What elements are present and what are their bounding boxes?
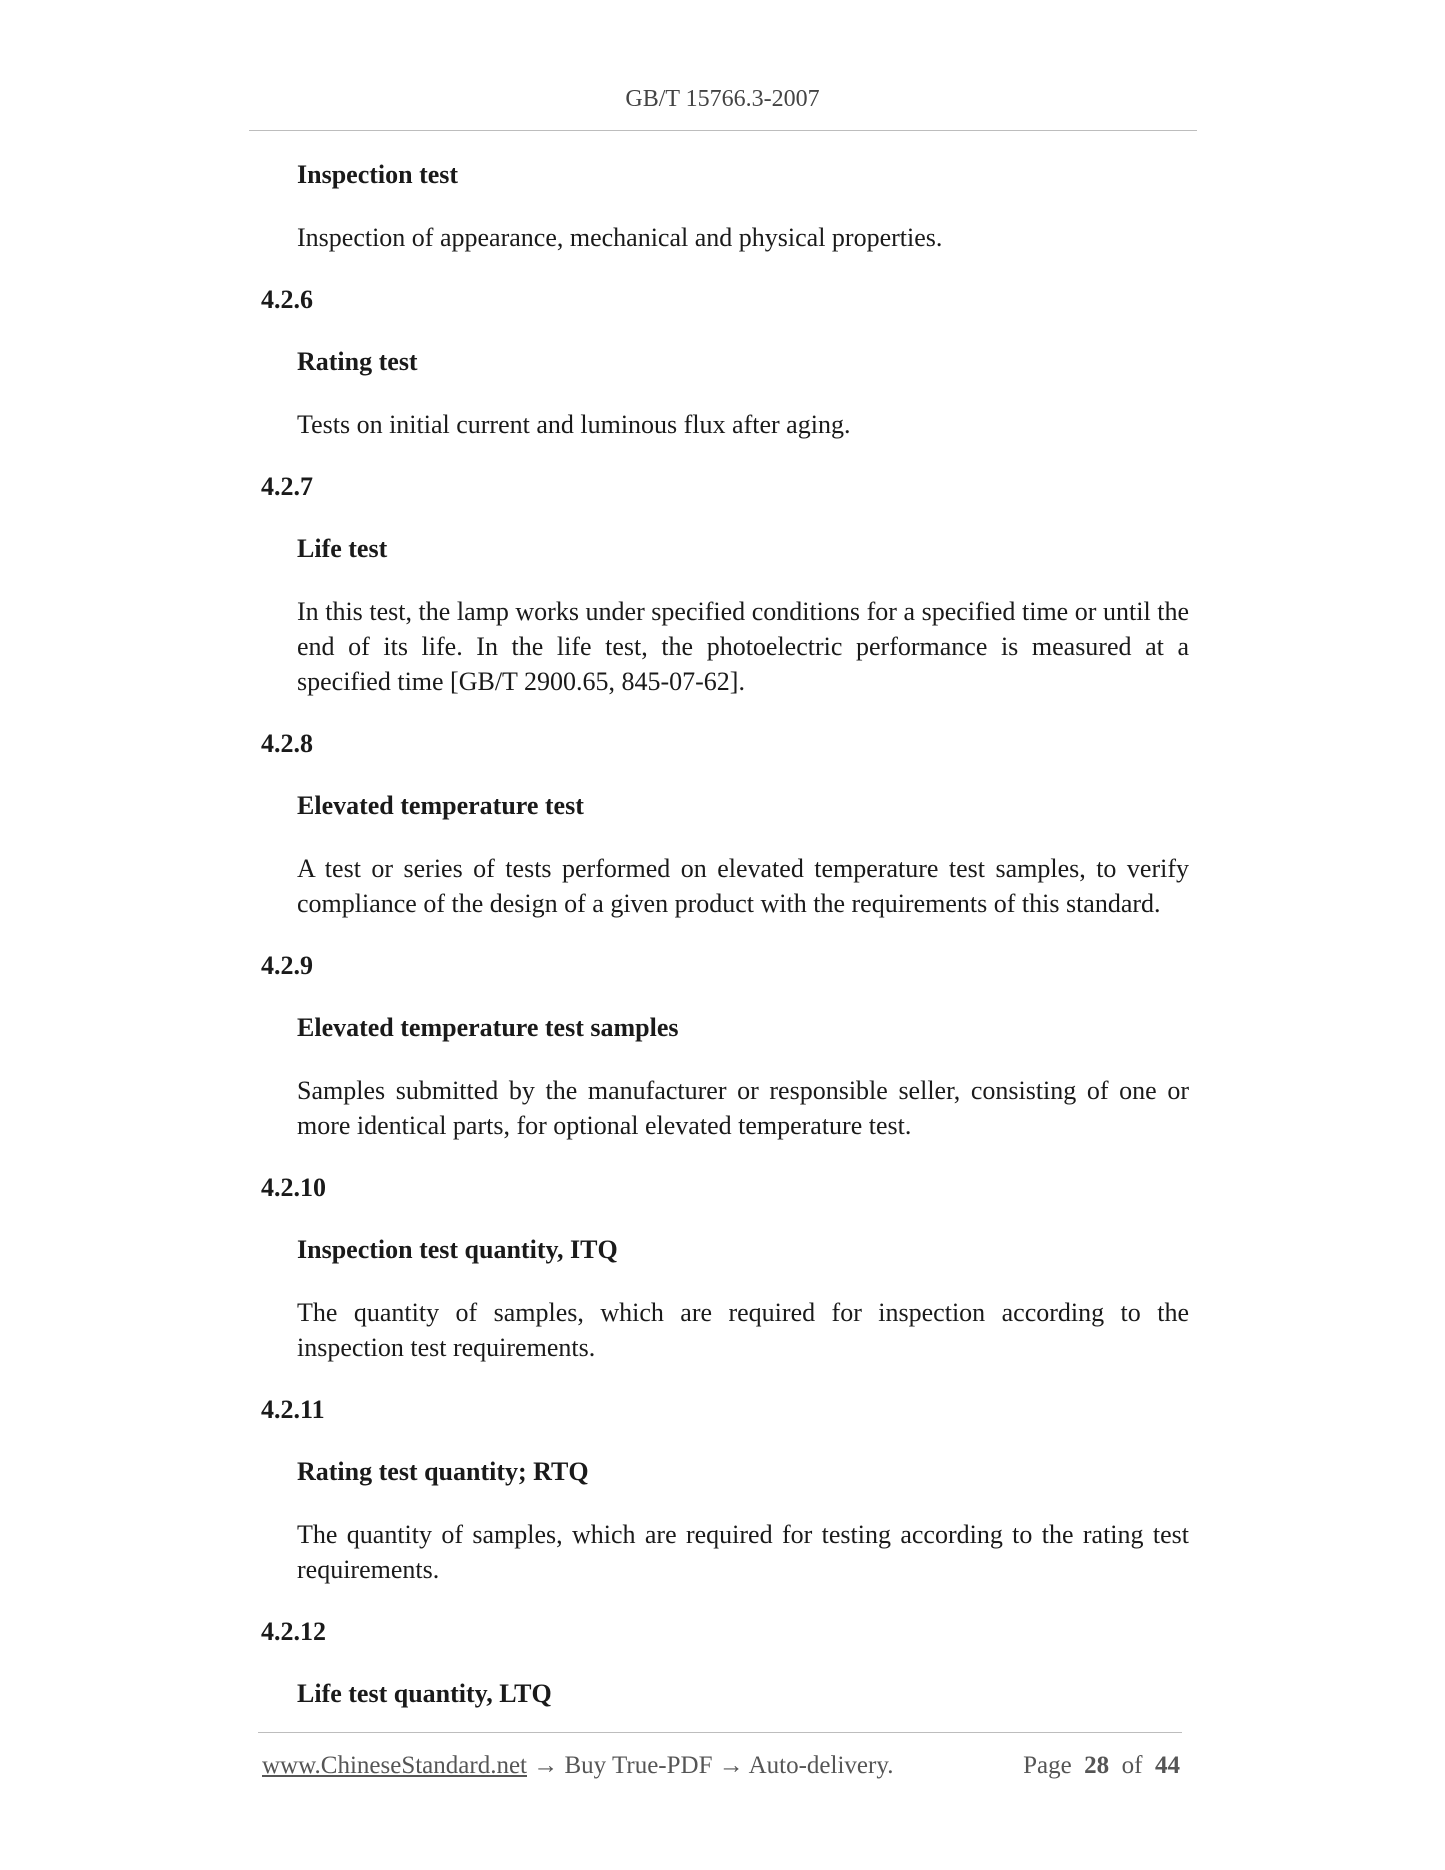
- footer-step-buy: Buy True-PDF: [564, 1752, 713, 1779]
- term-definition: Samples submitted by the manufacturer or responsible seller, consisting of one or more identical parts, for optional elevated temperature test.: [297, 1076, 1189, 1140]
- footer-promo: [262, 1752, 893, 1780]
- term-title: Elevated temperature test samples: [297, 1013, 679, 1042]
- arrow-right-icon: →: [718, 1752, 744, 1779]
- term-title: Elevated temperature test: [297, 791, 584, 820]
- clause-number: 4.2.7: [261, 472, 313, 501]
- website-link[interactable]: www.ChineseStandard.net: [262, 1752, 527, 1779]
- page-indicator: [1023, 1752, 1180, 1780]
- term-title: Inspection test quantity, ITQ: [297, 1235, 618, 1264]
- clause-number: 4.2.10: [261, 1173, 326, 1202]
- page-footer: [262, 1752, 1180, 1786]
- page-label: Page: [1023, 1752, 1072, 1779]
- term-title: Life test: [297, 534, 388, 563]
- term-title: Life test quantity, LTQ: [297, 1679, 552, 1708]
- term-definition: The quantity of samples, which are required for inspection according to the inspection test requirements.: [297, 1298, 1189, 1362]
- clause-number: 4.2.12: [261, 1617, 326, 1646]
- page-current: 28: [1084, 1752, 1110, 1779]
- footer-divider: [258, 1732, 1182, 1733]
- header-divider: [249, 130, 1197, 131]
- clause-number: 4.2.11: [261, 1395, 325, 1424]
- term-definition: The quantity of samples, which are required for testing according to the rating test requirements.: [297, 1520, 1189, 1584]
- term-title: Rating test quantity; RTQ: [297, 1457, 589, 1486]
- term-definition: Inspection of appearance, mechanical and physical properties.: [297, 223, 943, 252]
- page-header-doc-id: GB/T 15766.3-2007: [625, 86, 820, 112]
- term-title: Inspection test: [297, 160, 459, 189]
- term-title: Rating test: [297, 347, 418, 376]
- of-label: of: [1121, 1752, 1143, 1779]
- clause-number: 4.2.9: [261, 951, 313, 980]
- term-definition: In this test, the lamp works under specified conditions for a specified time or until the end of its life. In the life test, the photoelectric performance is measured at a specified time [GB/T 2900.65, 845-07-62].: [297, 597, 1189, 696]
- term-definition: A test or series of tests performed on elevated temperature test samples, to verify compliance of the design of a given product with the requirements of this standard.: [297, 854, 1189, 918]
- document-body: [261, 158, 1189, 1739]
- clause-number: 4.2.8: [261, 729, 313, 758]
- term-definition: Tests on initial current and luminous flux after aging.: [297, 410, 851, 439]
- arrow-right-icon: →: [533, 1752, 559, 1779]
- footer-step-delivery: Auto-delivery.: [748, 1752, 894, 1779]
- page-total: 44: [1155, 1752, 1180, 1779]
- clause-number: 4.2.6: [261, 285, 313, 314]
